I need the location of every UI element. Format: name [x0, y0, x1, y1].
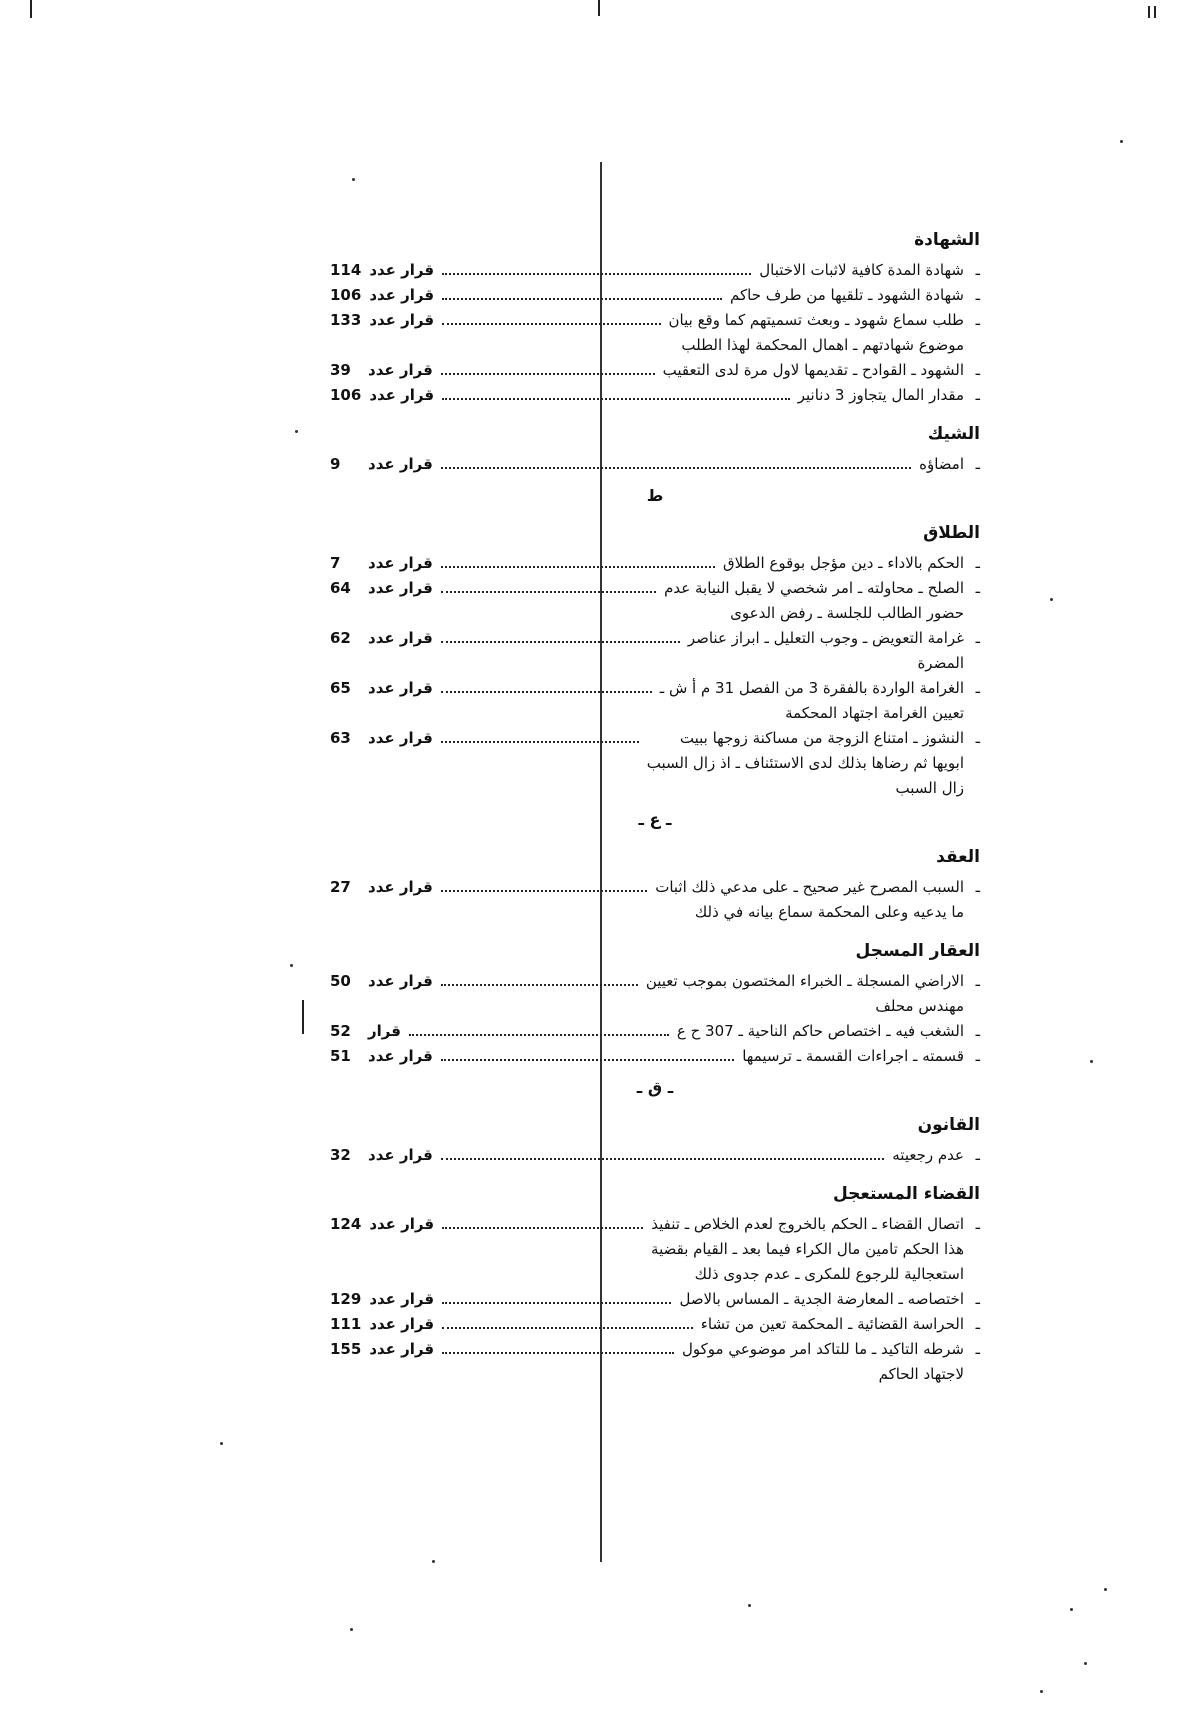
entry-text-block: [677, 1019, 980, 1044]
decision-label: قرار عدد: [368, 1047, 433, 1065]
entry-text: ـ غرامة التعويض ـ وجوب التعليل ـ ابراز عناصر: [688, 626, 980, 651]
decision-number: 155: [330, 1340, 362, 1358]
index-entry: [330, 969, 980, 1019]
decision-label: قرار: [368, 1022, 401, 1040]
index-entry: [330, 1212, 980, 1287]
decision-label: قرار عدد: [369, 1290, 435, 1308]
entry-text-block: [646, 969, 980, 1019]
dot-leader: [441, 741, 639, 743]
decision-number: 50: [330, 972, 351, 990]
index-entry: [330, 1287, 980, 1312]
decision-number: 32: [330, 1146, 351, 1164]
entry-text-continued: موضوع شهادتهم ـ اهمال المحكمة لهذا الطلب: [681, 336, 964, 354]
index-entry: [330, 1337, 980, 1387]
speck: [1070, 1608, 1073, 1611]
decision-reference: [330, 626, 433, 651]
section-letter: ط: [646, 486, 664, 505]
entry-text-continued: لاجتهاد الحاكم: [878, 1365, 964, 1383]
entry-text-block: [688, 626, 980, 676]
entry-text-block: [919, 452, 980, 477]
decision-reference: [330, 576, 433, 601]
decision-label: قرار عدد: [368, 972, 433, 990]
decision-number: 133: [330, 311, 362, 329]
index-entry: [330, 1143, 980, 1168]
subject-index: [330, 228, 980, 1387]
entry-text-block: [660, 676, 980, 726]
entry-text: ـ السبب المصرح غير صحيح ـ على مدعي ذلك اثبات: [655, 875, 980, 900]
entry-text: ـ الحراسة القضائية ـ المحكمة تعين من تشاء: [701, 1312, 980, 1337]
speck: [350, 1628, 353, 1631]
dot-leader: [441, 467, 911, 469]
decision-number: 114: [330, 261, 362, 279]
entry-text: ـ عدم رجعيته: [892, 1143, 980, 1168]
decision-reference: [330, 1287, 434, 1312]
entry-text: ـ الشغب فيه ـ اختصاص حاكم الناحية ـ 307 ح ع: [677, 1019, 980, 1044]
entry-text: ـ الحكم بالاداء ـ دين مؤجل بوقوع الطلاق: [723, 551, 980, 576]
speck: [352, 178, 355, 181]
speck: [1090, 1060, 1093, 1063]
dot-leader: [441, 591, 656, 593]
dot-leader: [442, 298, 722, 300]
dot-leader: [442, 273, 751, 275]
decision-reference: [330, 726, 433, 751]
dot-leader: [442, 1227, 643, 1229]
entry-text-block: [701, 1312, 980, 1337]
decision-number: 129: [330, 1290, 362, 1308]
index-entry: [330, 576, 980, 626]
dot-leader: [441, 984, 638, 986]
entry-text-continued: ابويها ثم رضاها بذلك لدى الاستئناف ـ اذ زال السبب: [646, 754, 964, 772]
entry-text: ـ شرطه التاكيد ـ ما للتاكد امر موضوعي موكول: [682, 1337, 980, 1362]
entry-text-continued: استعجالية للرجوع للمكرى ـ عدم جدوى ذلك: [694, 1265, 964, 1283]
dot-leader: [441, 890, 647, 892]
decision-number: 124: [330, 1215, 362, 1233]
decision-reference: [330, 676, 433, 701]
decision-reference: [330, 1019, 401, 1044]
entry-text: ـ الاراضي المسجلة ـ الخبراء المختصون بموجب تعيين: [646, 969, 980, 994]
decision-label: قرار عدد: [369, 311, 435, 329]
entry-text-block: [759, 258, 980, 283]
speck: [432, 1560, 435, 1563]
decision-label: قرار عدد: [369, 1340, 435, 1358]
decision-reference: [330, 1337, 434, 1362]
index-entry: [330, 1312, 980, 1337]
dot-leader: [442, 1302, 671, 1304]
decision-label: قرار عدد: [369, 386, 435, 404]
entry-text-continued: مهندس محلف: [875, 997, 964, 1015]
decision-number: 111: [330, 1315, 362, 1333]
speck: [1104, 1588, 1107, 1591]
entry-text-block: [679, 1287, 980, 1312]
entry-text: ـ الشهود ـ القوادح ـ تقديمها لاول مرة لدى التعقيب: [663, 358, 980, 383]
decision-number: 65: [330, 679, 351, 697]
dot-leader: [441, 641, 680, 643]
section-heading: الشهادة: [914, 230, 980, 250]
decision-number: 106: [330, 286, 362, 304]
decision-reference: [330, 1212, 434, 1237]
decision-reference: [330, 308, 434, 333]
decision-reference: [330, 1044, 433, 1069]
entry-text-continued: هذا الحكم تامين مال الكراء فيما بعد ـ القيام بقضية: [651, 1240, 964, 1258]
decision-label: قرار عدد: [368, 554, 433, 572]
section-heading: العقد: [936, 847, 980, 867]
entry-text: ـ شهادة المدة كافية لاثبات الاختبال: [759, 258, 980, 283]
decision-reference: [330, 969, 433, 994]
scan-mark-top-center: [598, 0, 600, 16]
index-entry: [330, 875, 980, 925]
decision-label: قرار عدد: [369, 1215, 435, 1233]
decision-number: 9: [330, 455, 341, 473]
section-heading: القانون: [917, 1115, 980, 1135]
entry-text-continued: حضور الطالب للجلسة ـ رفض الدعوى: [730, 604, 964, 622]
decision-reference: [330, 358, 433, 383]
index-entry: [330, 1044, 980, 1069]
speck: [295, 430, 298, 433]
index-entry: [330, 676, 980, 726]
dot-leader: [409, 1034, 669, 1036]
index-entry: [330, 1019, 980, 1044]
decision-number: 27: [330, 878, 351, 896]
section-heading: الطلاق: [923, 523, 980, 543]
decision-number: 64: [330, 579, 351, 597]
decision-label: قرار عدد: [368, 629, 433, 647]
dot-leader: [441, 1158, 885, 1160]
entry-text: ـ اختصاصه ـ المعارضة الجدية ـ المساس بالاصل: [679, 1287, 980, 1312]
decision-number: 52: [330, 1022, 351, 1040]
entry-text-block: [723, 551, 980, 576]
dot-leader: [441, 691, 652, 693]
decision-number: 39: [330, 361, 351, 379]
entry-text-continued: زال السبب: [895, 779, 964, 797]
speck: [748, 1604, 751, 1607]
entry-text: ـ قسمته ـ اجراءات القسمة ـ ترسيمها: [742, 1044, 980, 1069]
decision-label: قرار عدد: [368, 361, 433, 379]
entry-text-block: [682, 1337, 980, 1387]
speck: [1040, 1690, 1043, 1693]
decision-number: 51: [330, 1047, 351, 1065]
dot-leader: [442, 323, 660, 325]
index-entry: [330, 551, 980, 576]
entry-text: ـ طلب سماع شهود ـ وبعث تسميتهم كما وقع بيان: [669, 308, 980, 333]
decision-reference: [330, 383, 434, 408]
entry-text: ـ النشوز ـ امتناع الزوجة من مساكنة زوجها ببيت: [647, 726, 980, 751]
section-letter: ـ ع ـ: [638, 810, 672, 829]
entry-text-block: [742, 1044, 980, 1069]
entry-text-block: [655, 875, 980, 925]
dot-leader: [442, 1352, 674, 1354]
decision-number: 63: [330, 729, 351, 747]
index-entry: [330, 258, 980, 283]
dot-leader: [441, 566, 715, 568]
dot-leader: [442, 1327, 693, 1329]
decision-reference: [330, 1143, 433, 1168]
decision-label: قرار عدد: [369, 1315, 435, 1333]
section-heading: الشيك: [927, 424, 980, 444]
decision-number: 62: [330, 629, 351, 647]
index-entry: [330, 383, 980, 408]
scan-mark-left: [302, 1000, 304, 1034]
entry-text-block: [798, 383, 980, 408]
decision-label: قرار عدد: [368, 455, 433, 473]
decision-reference: [330, 452, 433, 477]
entry-text-block: [651, 1212, 980, 1287]
speck: [220, 1442, 223, 1445]
scan-mark-top-right: [1148, 6, 1150, 18]
index-entry: [330, 308, 980, 358]
index-entry: [330, 452, 980, 477]
decision-reference: [330, 1312, 434, 1337]
index-entry: [330, 283, 980, 308]
decision-number: 106: [330, 386, 362, 404]
entry-text-block: [730, 283, 980, 308]
entry-text-block: [892, 1143, 980, 1168]
entry-text: ـ الغرامة الواردة بالفقرة 3 من الفصل 31 م أ ش ـ: [660, 676, 980, 701]
decision-label: قرار عدد: [369, 261, 435, 279]
speck: [290, 964, 293, 967]
decision-reference: [330, 283, 434, 308]
dot-leader: [441, 373, 655, 375]
decision-number: 7: [330, 554, 341, 572]
entry-text: ـ الصلح ـ محاولته ـ امر شخصي لا يقبل النيابة عدم: [664, 576, 980, 601]
dot-leader: [441, 1059, 734, 1061]
decision-label: قرار عدد: [368, 679, 433, 697]
entry-text-continued: المضرة: [917, 654, 964, 672]
section-heading: القضاء المستعجل: [832, 1184, 980, 1204]
entry-text-block: [647, 726, 980, 801]
entry-text-block: [663, 358, 980, 383]
entry-text: ـ مقدار المال يتجاوز 3 دنانير: [798, 383, 980, 408]
dot-leader: [442, 398, 790, 400]
decision-label: قرار عدد: [368, 878, 433, 896]
decision-label: قرار عدد: [368, 579, 433, 597]
decision-reference: [330, 875, 433, 900]
speck: [1050, 598, 1053, 601]
entry-text: ـ امضاؤه: [919, 452, 980, 477]
entry-text-block: [664, 576, 980, 626]
speck: [1120, 140, 1123, 143]
entry-text-continued: ما يدعيه وعلى المحكمة سماع بيانه في ذلك: [694, 903, 964, 921]
index-entry: [330, 626, 980, 676]
decision-label: قرار عدد: [368, 1146, 433, 1164]
decision-reference: [330, 551, 433, 576]
section-letter: ـ ق ـ: [636, 1078, 674, 1097]
scan-mark-top-right-2: [1154, 6, 1156, 18]
index-entry: [330, 726, 980, 801]
entry-text: ـ اتصال القضاء ـ الحكم بالخروج لعدم الخلاص ـ تنفيذ: [651, 1212, 980, 1237]
section-heading: العقار المسجل: [855, 941, 980, 961]
decision-label: قرار عدد: [368, 729, 433, 747]
speck: [1084, 1662, 1087, 1665]
scan-mark-top-left: [30, 0, 32, 18]
entry-text-continued: تعيين الغرامة اجتهاد المحكمة: [785, 704, 964, 722]
index-entry: [330, 358, 980, 383]
entry-text: ـ شهادة الشهود ـ تلقيها من طرف حاكم: [730, 283, 980, 308]
decision-reference: [330, 258, 434, 283]
entry-text-block: [669, 308, 980, 358]
decision-label: قرار عدد: [369, 286, 435, 304]
